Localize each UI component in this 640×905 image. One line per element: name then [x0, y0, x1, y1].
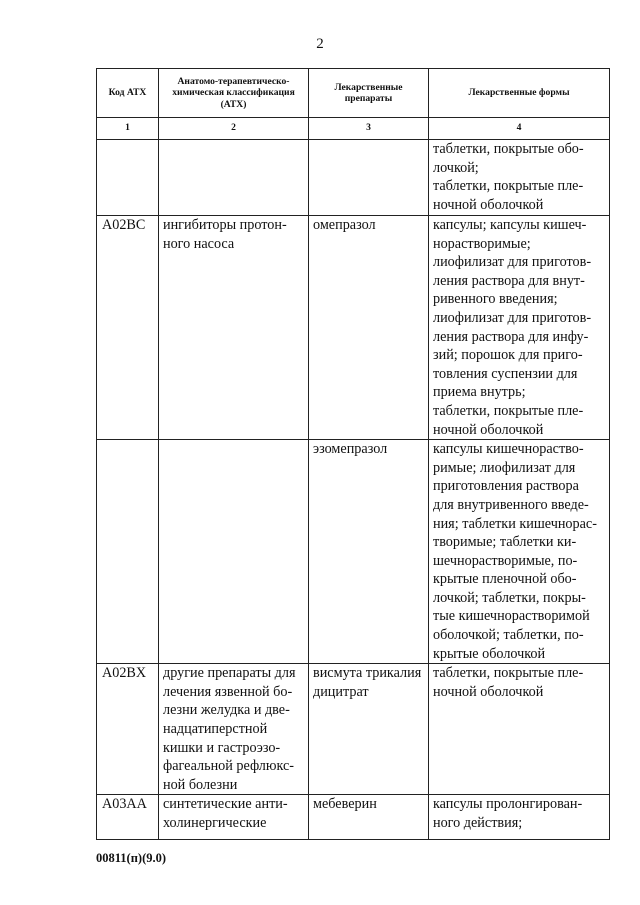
header-atx-code: Код АТХ — [97, 69, 159, 118]
atx-drug-table — [96, 68, 610, 840]
atx-code-cell — [97, 140, 159, 216]
classification-cell — [159, 140, 309, 216]
header-atx-classification: Анатомо-терапевтическо-химическая классификация (АТХ) — [159, 69, 309, 118]
header-dosage-forms: Лекарственные формы — [429, 69, 610, 118]
dosage-forms-cell: капсулы; капсулы кишеч- норастворимые; лиофилизат для приготов- ления раствора для внут- ривенного введения; лиофилизат для приготов- ления раствора для инфу- зий; порошок для приго- товления суспензии для приема внутрь; таблетки, покрытые пле- ночной оболочкой — [429, 216, 610, 440]
table-row — [97, 440, 610, 664]
dosage-forms-cell: таблетки, покрытые обо- лочкой; таблетки, покрытые пле- ночной оболочкой — [429, 140, 610, 216]
drug-cell: мебеверин — [309, 795, 429, 840]
classification-cell: ингибиторы протон- ного насоса — [159, 216, 309, 440]
drug-cell: эзомепразол — [309, 440, 429, 664]
drug-cell: висмута трикалия дицитрат — [309, 664, 429, 795]
dosage-forms-cell: капсулы кишечнораство- римые; лиофилизат для приготовления раствора для внутривенного введе- ния; таблетки кишечнорас- творимые; таблетки ки- шечнорастворимые, по- крытые пленочной обо- лочкой; таблетки, покры- тые кишечнорастворимой оболочкой; таблетки, по- крытые оболочкой — [429, 440, 610, 664]
column-number: 3 — [309, 118, 429, 140]
drug-cell: омепразол — [309, 216, 429, 440]
atx-code-cell — [97, 440, 159, 664]
table-row — [97, 216, 610, 440]
classification-cell: другие препараты для лечения язвенной бо- лезни желудка и две- надцатиперстной кишки и гастроэзо- фагеальной рефлюкс- ной болезни — [159, 664, 309, 795]
table-row — [97, 664, 610, 795]
classification-cell: синтетические анти- холинергические — [159, 795, 309, 840]
classification-cell — [159, 440, 309, 664]
atx-code-cell: A02BC — [97, 216, 159, 440]
dosage-forms-cell: таблетки, покрытые пле- ночной оболочкой — [429, 664, 610, 795]
page-number: 2 — [316, 36, 324, 52]
column-number: 1 — [97, 118, 159, 140]
dosage-forms-cell: капсулы пролонгирован- ного действия; — [429, 795, 610, 840]
column-number-row — [97, 118, 610, 140]
atx-code-cell: A02BX — [97, 664, 159, 795]
table-header-row — [97, 69, 610, 118]
document-footer-code: 00811(п)(9.0) — [96, 851, 167, 865]
column-number: 4 — [429, 118, 610, 140]
drug-cell — [309, 140, 429, 216]
column-number: 2 — [159, 118, 309, 140]
table-row — [97, 140, 610, 216]
table-row — [97, 795, 610, 840]
atx-code-cell: A03AA — [97, 795, 159, 840]
header-drugs: Лекарственные препараты — [309, 69, 429, 118]
